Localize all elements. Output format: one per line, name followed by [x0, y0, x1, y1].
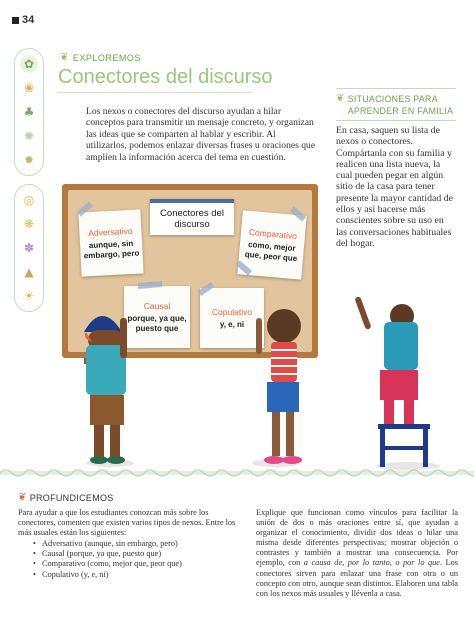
- bee-icon: ❋: [23, 217, 35, 231]
- boy-right-figure: [354, 296, 430, 467]
- drop-icon: ✽: [23, 241, 35, 255]
- page-title: Conectores del discurso: [58, 66, 273, 88]
- boy-left-figure: [84, 316, 127, 464]
- profundicemos-right-column: [256, 508, 458, 599]
- cake-icon: ▲: [24, 265, 34, 279]
- card-examples: como, mejor que, peor que: [244, 239, 298, 263]
- star-icon: ✺: [23, 129, 35, 143]
- card-type: Causal: [143, 301, 171, 311]
- list-item: • Causal (porque, ya que, puesto que): [18, 549, 236, 559]
- card-type: Comparativo: [248, 226, 298, 242]
- family-panel-text: En casa, saquen su lista de nexos o conectores. Compártanla con su familia y realicen una lista nueva, la cual pueden pegar en algún sitio de la casa para tener presente la mayor cantidad de ellos y así hacerse más conscientes sobre su uso en las conversaciones habituales del hogar.: [336, 125, 453, 249]
- card-examples: porque, ya que, puesto que: [127, 314, 187, 333]
- flower-icon: ❀: [23, 81, 35, 95]
- right-text-italic: a causa de, por lo tanto, o por lo que: [303, 558, 440, 568]
- profundicemos-heading: [18, 492, 114, 503]
- section-label-text: EXPLOREMOS: [72, 52, 141, 63]
- profundicemos-left-column: [18, 508, 236, 580]
- leaf-icon: ❦: [18, 492, 27, 503]
- list-item: • Comparativo (como, mejor que, peor que): [18, 559, 236, 569]
- profundicemos-heading-text: PROFUNDICEMOS: [29, 492, 114, 503]
- list-item: • Copulativo (y, e, ni): [18, 570, 236, 580]
- card-examples: aunque, sin embargo, pero: [83, 238, 140, 260]
- card-type: Adversativo: [87, 225, 133, 239]
- intro-paragraph: Los nexos o conectores del discurso ayudan a hilar conceptos para transmitir un mensaje concreto, y organizan las ideas que se comparten al hablar y escribir. Al utilizarlos, podemos enlazar diversas frases u oraciones que amplíen la información acerca del tema en cuestión.: [86, 106, 316, 163]
- right-text-part-2: . Los conectores sirven para enlazar una frase con otra o un concepto con otro, aunque sean distintos. Elaboren una tabla con los nexos más usuales y llévenla a casa.: [256, 558, 458, 598]
- sun-face-icon: ☀: [23, 289, 35, 303]
- right-text-part-1: Explique que funcionan como vínculos para facilitar la unión de dos o más oraciones entre sí, que ayudan a organizar el conocimiento, dividir dos ideas o hilar una misma desde diferentes perspectivas; mostrar objeción o contrastes y también a mostrar una consecuencia. Por ejemplo, con: [256, 508, 458, 568]
- page-number-text: 34: [22, 14, 35, 26]
- spiral-icon: ◎: [23, 193, 35, 207]
- leaf-icon: ❦: [336, 93, 345, 104]
- list-item: • Adversativo (aunque, sin embargo, pero): [18, 539, 236, 549]
- decorative-floor-pattern: [0, 466, 474, 480]
- leaf-icon: ✿: [20, 55, 38, 73]
- connector-list: [18, 539, 236, 579]
- profundicemos-left-text: Para ayudar a que los estudiantes conozcan más sobre los conectores, comenten que existen varios tipos de nexos. Entre los más usuales están los siguientes:: [18, 508, 236, 538]
- card-examples: y, e, ni: [219, 319, 245, 329]
- sun-icon: ✹: [23, 153, 35, 167]
- sprout-icon: ♣: [23, 105, 35, 119]
- card-type: Copulativo: [211, 306, 253, 317]
- board-title-card: Conectores del discurso: [150, 199, 234, 235]
- girl-center-figure: [256, 309, 302, 464]
- family-panel-heading-text: SITUACIONES PARA APRENDER EN FAMILIA: [347, 94, 454, 116]
- leaf-icon: ❦: [60, 52, 69, 63]
